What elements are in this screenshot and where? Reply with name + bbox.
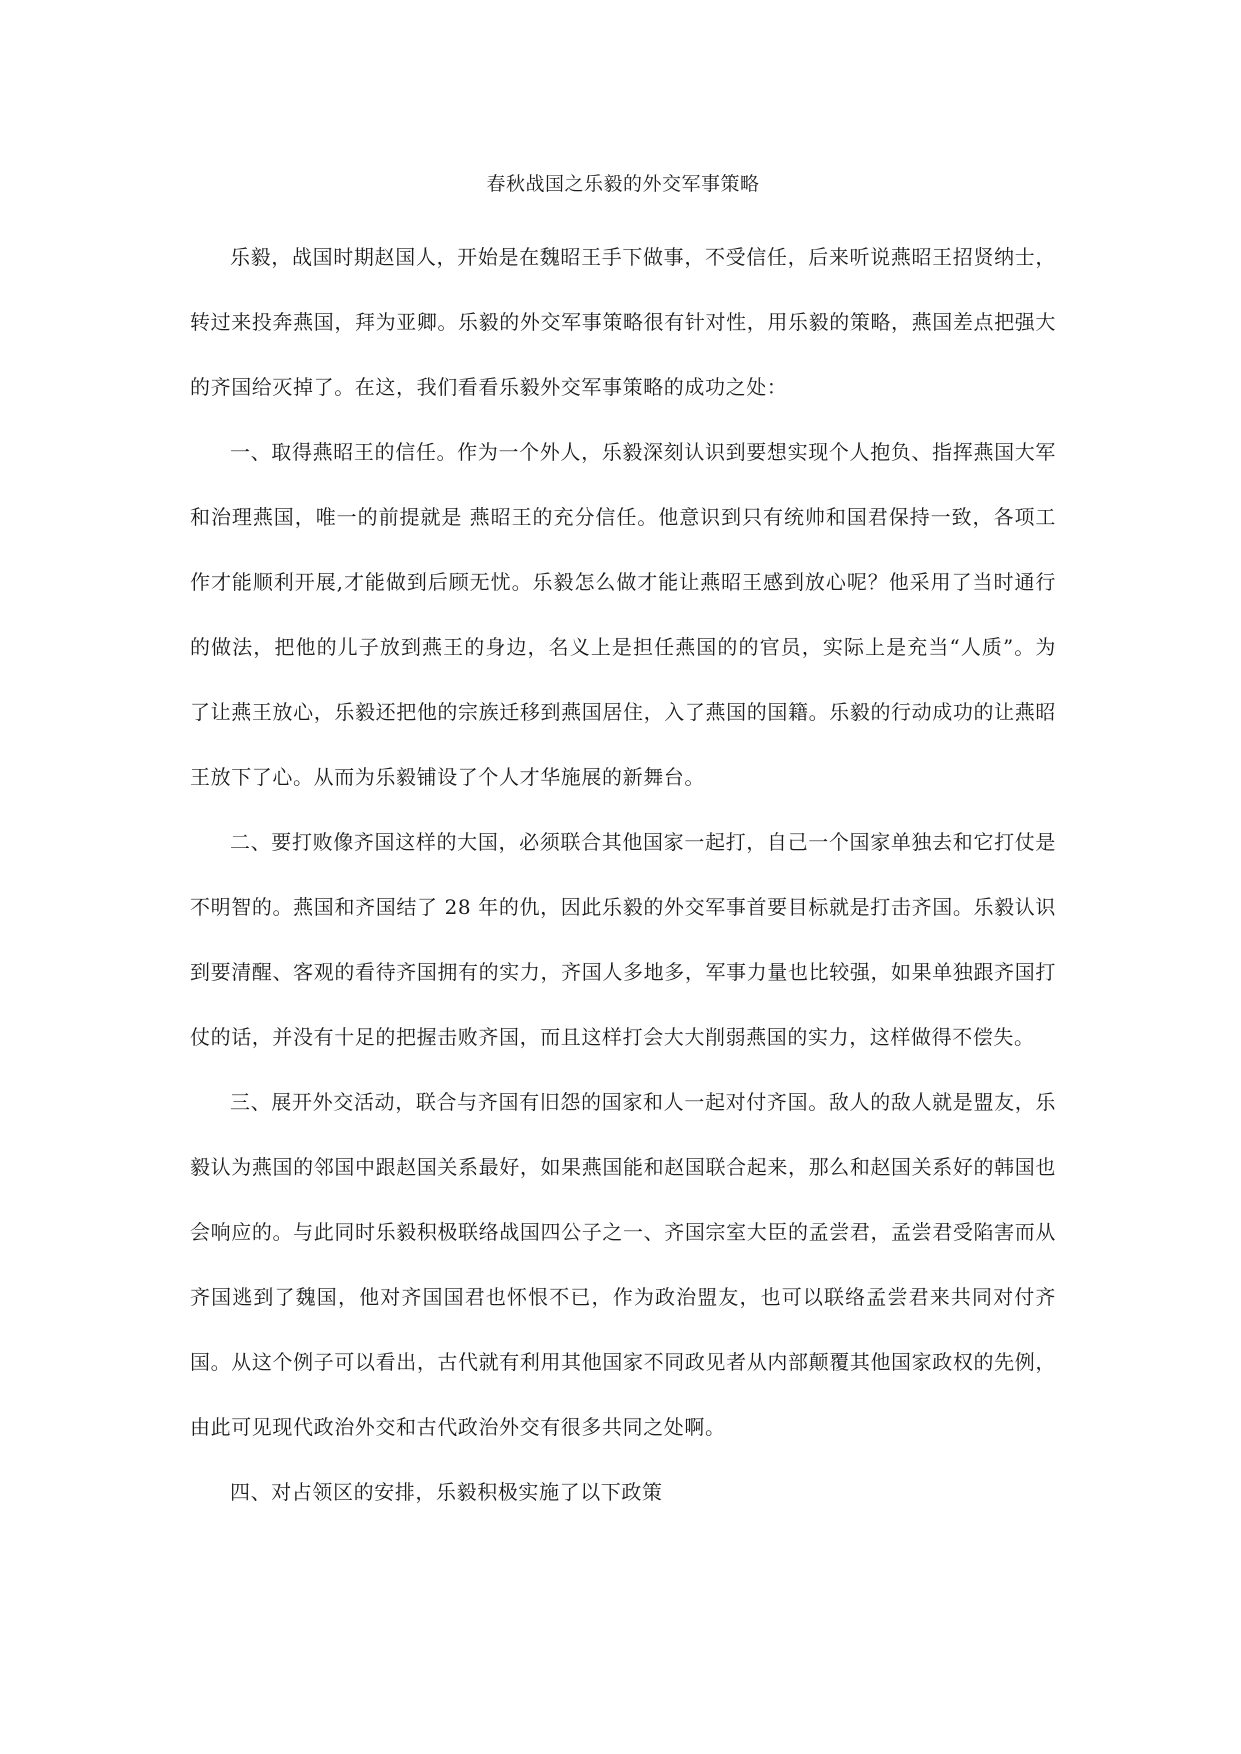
document-title: 春秋战国之乐毅的外交军事策略 <box>486 173 760 195</box>
paragraph-intro: 乐毅，战国时期赵国人，开始是在魏昭王手下做事，不受信任，后来听说燕昭王招贤纳士，转过来投奔燕国，拜为亚卿。乐毅的外交军事策略很有针对性，用乐毅的策略，燕国差点把强大的齐国给灭掉了。在这，我们看看乐毅外交军事策略的成功之处： <box>190 245 1056 399</box>
document-page <box>190 168 1056 1525</box>
paragraph-point-1: 一、取得燕昭王的信任。作为一个外人，乐毅深刻认识到要想实现个人抱负、指挥燕国大军和治理燕国，唯一的前提就是 燕昭王的充分信任。他意识到只有统帅和国君保持一致，各项工作才能顺利开展,才能做到后顾无忧。乐毅怎么做才能让燕昭王感到放心呢？他采用了当时通行的做法，把他的儿子放到燕王的身边，名义上是担任燕国的的官员，实际上是充当“人质”。为了让燕王放心，乐毅还把他的宗族迁移到燕国居住，入了燕国的国籍。乐毅的行动成功的让燕昭王放下了心。从而为乐毅铺设了个人才华施展的新舞台。 <box>190 440 1056 789</box>
paragraph-point-4: 四、对占领区的安排，乐毅积极实施了以下政策 <box>230 1480 663 1504</box>
paragraph-point-3: 三、展开外交活动，联合与齐国有旧怨的国家和人一起对付齐国。敌人的敌人就是盟友，乐毅认为燕国的邻国中跟赵国关系最好，如果燕国能和赵国联合起来，那么和赵国关系好的韩国也会响应的。与此同时乐毅积极联络战国四公子之一、齐国宗室大臣的孟尝君，孟尝君受陷害而从齐国逃到了魏国，他对齐国国君也怀恨不已，作为政治盟友，也可以联络孟尝君来共同对付齐国。从这个例子可以看出，古代就有利用其他国家不同政见者从内部颠覆其他国家政权的先例，由此可见现代政治外交和古代政治外交有很多共同之处啊。 <box>190 1090 1056 1439</box>
paragraph-point-2: 二、要打败像齐国这样的大国，必须联合其他国家一起打，自己一个国家单独去和它打仗是不明智的。燕国和齐国结了 28 年的仇，因此乐毅的外交军事首要目标就是打击齐国。乐毅认识到要清醒、客观的看待齐国拥有的实力，齐国人多地多，军事力量也比较强，如果单独跟齐国打仗的话，并没有十足的把握击败齐国，而且这样打会大大削弱燕国的实力，这样做得不偿失。 <box>190 830 1056 1049</box>
